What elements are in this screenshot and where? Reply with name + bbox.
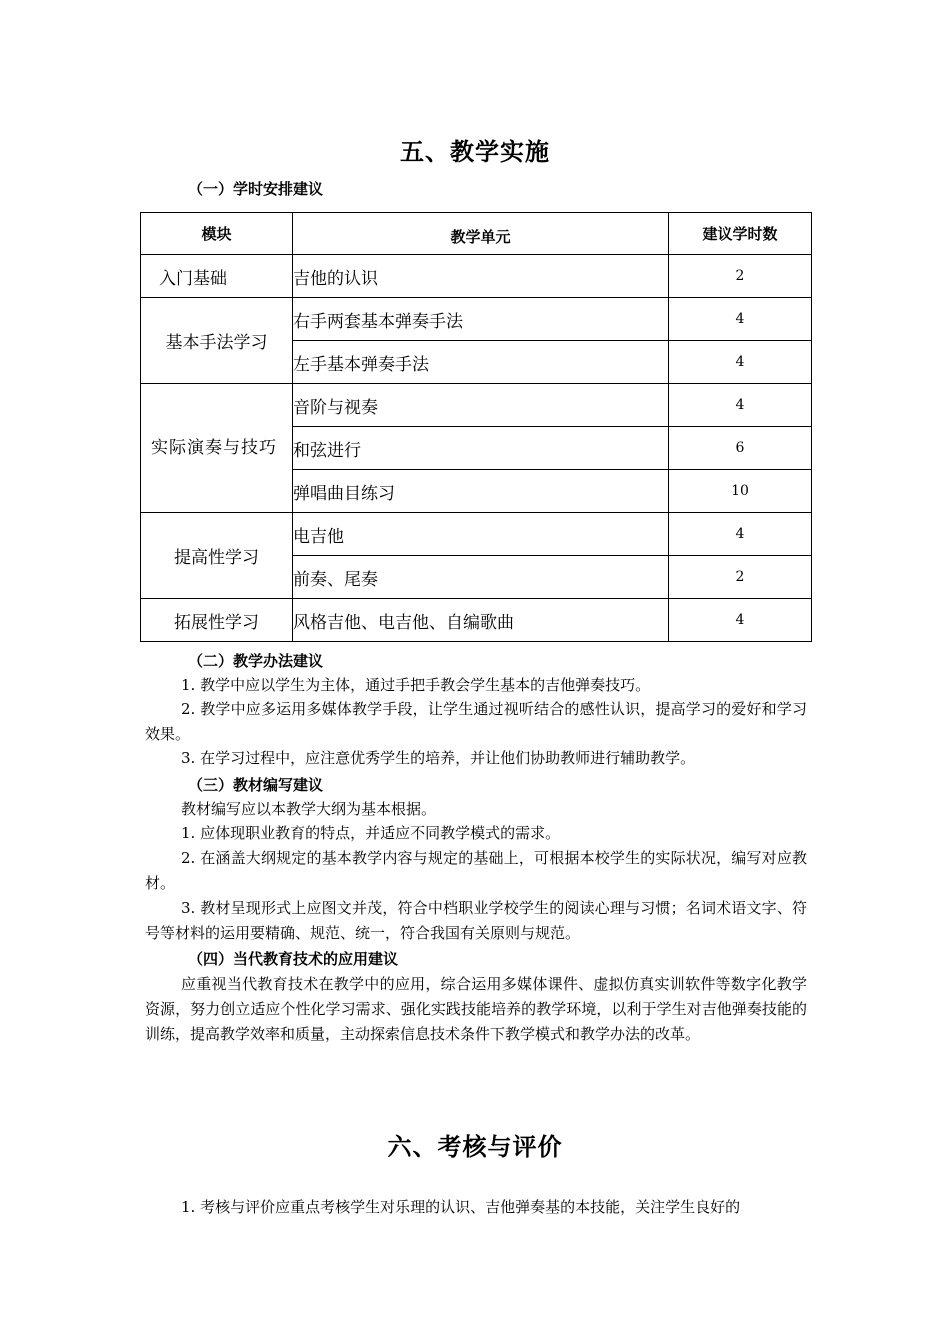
module-cell: 提高性学习 [141,513,293,599]
textbook-item: 1. 应体现职业教育的特点，并适应不同教学模式的需求。 [181,824,561,842]
header-unit: 教学单元 [293,213,669,255]
subheading-technology: （四）当代教育技术的应用建议 [188,950,399,968]
textbook-intro: 教材编写应以本教学大纲为基本根据。 [181,800,437,818]
module-cell: 入门基础 [141,255,293,298]
unit-cell: 风格吉他、电吉他、自编歌曲 [293,599,669,642]
table-row [141,384,812,427]
unit-cell: 前奏、尾奏 [293,556,669,599]
table-row [141,255,812,298]
table-row [141,298,812,341]
subheading-methods: （二）教学办法建议 [188,652,324,670]
unit-cell: 左手基本弹奏手法 [293,341,669,384]
section5-title: 五、教学实施 [400,138,550,166]
subheading-textbook: （三）教材编写建议 [188,776,324,794]
module-label: 实际演奏与技巧 [151,438,277,458]
table-header-row [141,213,812,255]
unit-cell: 右手两套基本弹奏手法 [293,298,669,341]
hours-cell: 2 [669,556,812,599]
hours-cell: 4 [669,341,812,384]
evaluation-item: 1. 考核与评价应重点考核学生对乐理的认识、吉他弹奏基的本技能，关注学生良好的 [181,1198,741,1216]
module-cell: 基本手法学习 [141,298,293,384]
hours-cell: 6 [669,427,812,470]
unit-cell: 音阶与视奏 [293,384,669,427]
textbook-item: 2. 在涵盖大纲规定的基本教学内容与规定的基础上，可根据本校学生的实际状况，编写对应教材。 [145,849,807,892]
hours-cell: 4 [669,298,812,341]
header-hours: 建议学时数 [669,213,812,255]
hours-cell: 4 [669,599,812,642]
hours-table [140,212,812,642]
hours-cell: 10 [669,470,812,513]
unit-cell: 吉他的认识 [293,255,669,298]
header-module: 模块 [141,213,293,255]
technology-text: 应重视当代教育技术在教学中的应用，综合运用多媒体课件、虚拟仿真实训软件等数字化教学资源，努力创立适应个性化学习需求、强化实践技能培养的教学环境，以利于学生对吉他弹奏技能的训练，提高教学效率和质量，主动探索信息技术条件下教学模式和教学办法的改革。 [145,975,807,1043]
hours-cell: 4 [669,513,812,556]
section6-title: 六、考核与评价 [387,1133,563,1161]
table-row [141,513,812,556]
methods-item: 3. 在学习过程中，应注意优秀学生的培养，并让他们协助教师进行辅助教学。 [181,749,696,767]
module-cell [141,384,293,513]
hours-cell: 2 [669,255,812,298]
methods-item: 1. 教学中应以学生为主体，通过手把手教会学生基本的吉他弹奏技巧。 [181,676,651,694]
hours-cell: 4 [669,384,812,427]
unit-cell: 和弦进行 [293,427,669,470]
textbook-item: 3. 教材呈现形式上应图文并茂，符合中档职业学校学生的阅读心理与习惯；名词术语文字、符号等材料的运用要精确、规范、统一，符合我国有关原则与规范。 [145,899,807,942]
table-row [141,599,812,642]
unit-cell: 弹唱曲目练习 [293,470,669,513]
methods-item: 2. 教学中应多运用多媒体教学手段，让学生通过视听结合的感性认识，提高学习的爱好和学习效果。 [145,700,807,743]
module-cell: 拓展性学习 [141,599,293,642]
unit-cell: 电吉他 [293,513,669,556]
subheading-hours: （一）学时安排建议 [188,180,324,198]
